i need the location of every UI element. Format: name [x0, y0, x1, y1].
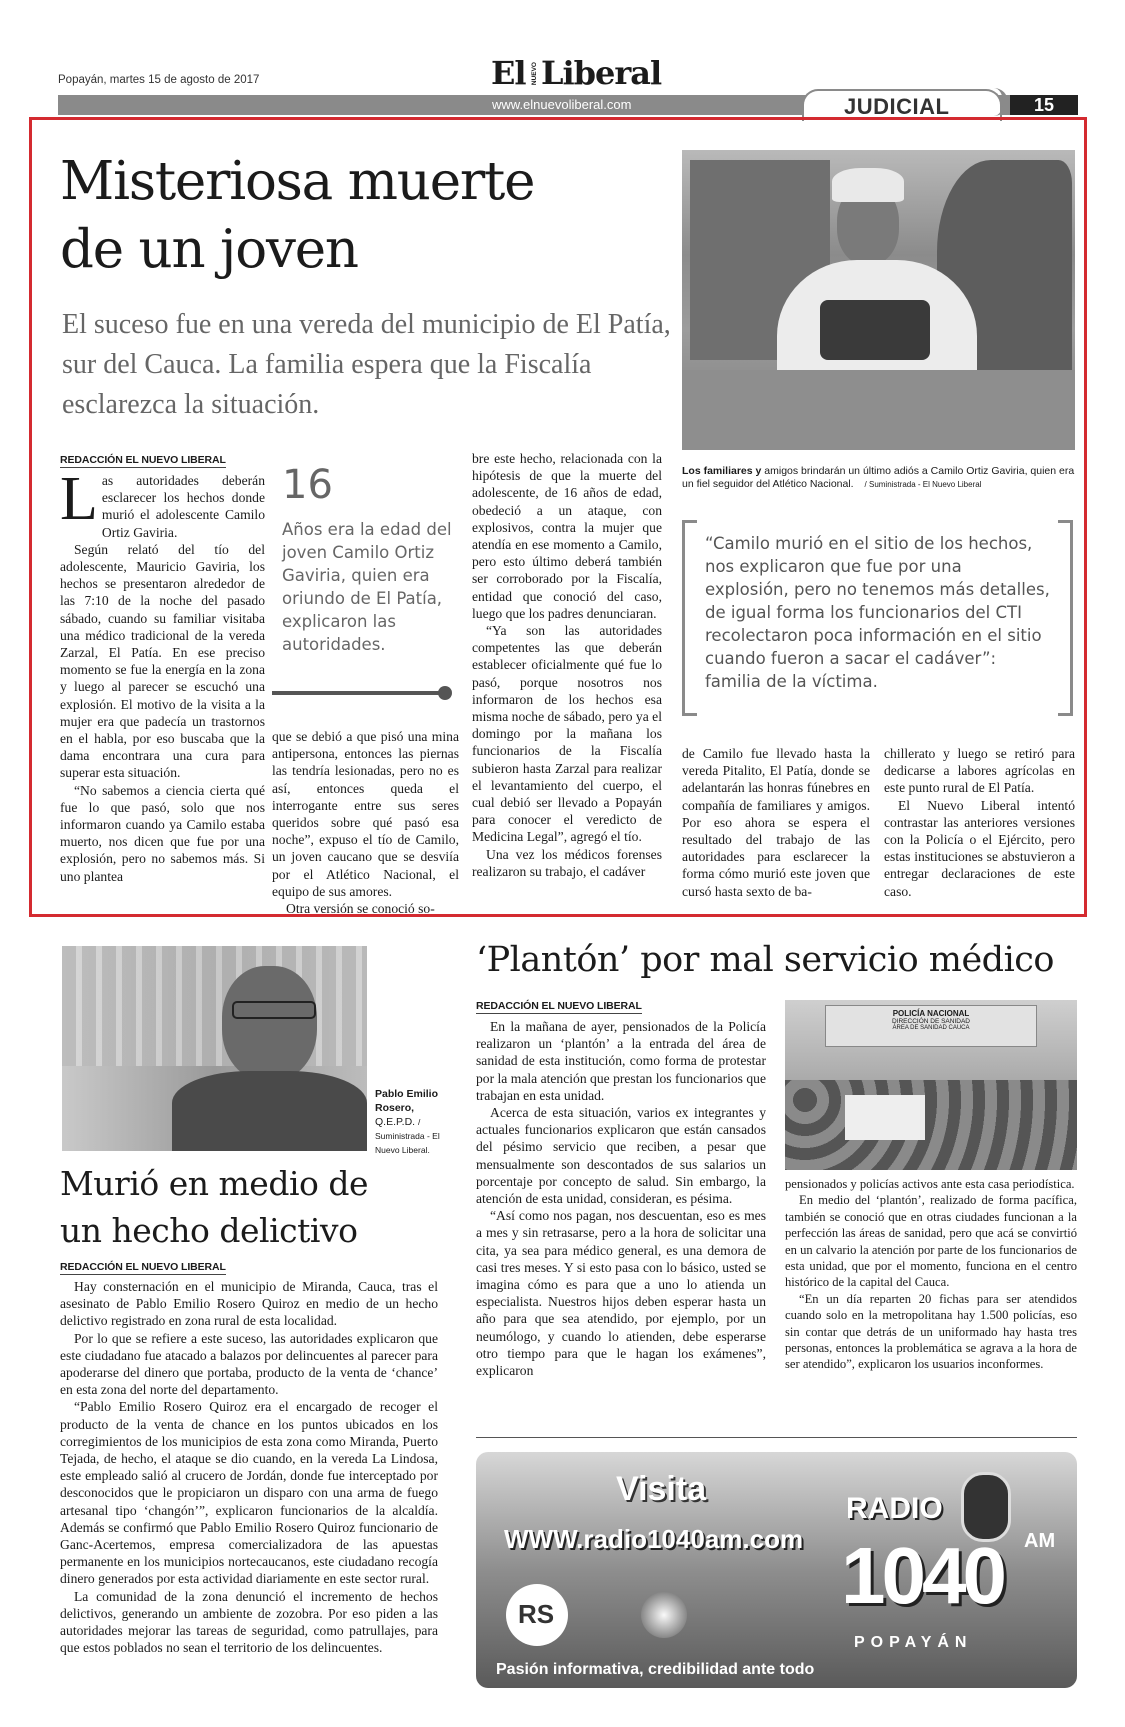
lead-col-5	[884, 745, 1075, 900]
story2-p3: “Pablo Emilio Rosero Quiroz era el encargado de recoger el producto de la venta de chance en los puntos ubicados en los corregimientos de los municipios de esta zona como Miranda, Puerto Tejada, de hecho, el ataque se dio cuando, en la vereda La Lindosa, este empleado salió al crucero de Jordán, donde fue interceptado por desconocidos que le propiciaron un disparo con una arma de fuego artesanal tipo ‘changón’”, explicaron funcionarios de la alcaldía. Además se confirmó que Pablo Emilio Rosero Quiroz funcionario de Ganc-Acertemos, empresa comercializadora de las apuestas permanente en los municipios nortecaucanos, este ciudadano recogía dinero generados por esta actividad diariamente en este sector rural.	[60, 1399, 438, 1587]
story2-byline: REDACCIÓN EL NUEVO LIBERAL	[60, 1261, 226, 1273]
story3-p1: En la mañana de ayer, pensionados de la Policía realizaron un ‘plantón’ a la entrada del área de sanidad de esta institución, como forma de protestar por la mala atención que prestan los funcionarios que trabajan en esta unidad.	[476, 1019, 766, 1103]
story2-caption	[375, 1087, 445, 1157]
lead-col3-p1: bre este hecho, relacionada con la hipótesis de que la muerte del adolescente, de 16 años de edad, obedeció a un ataque, con explosivos, contra la mujer que atendía en ese momento a Camilo, pero esto último deberá también ser corroborado por la Fiscalía, entidad que conoció del caso, luego que los padres denunciaran.	[472, 451, 662, 621]
story2-caption-qepd: Q.E.P.D.	[375, 1116, 416, 1128]
lead-photo-caption	[682, 465, 1077, 491]
dateline: Popayán, martes 15 de agosto de 2017	[58, 74, 260, 86]
story3-title: ‘Plantón’ por mal servicio médico	[476, 940, 1054, 980]
lead-col1-p2: Según relató del tío del adolescente, Mauricio Gaviria, los hechos se presentaron alrededor de las 7:10 de la noche del pasado sábado, cuando su familiar visitaba una médico tradicional de la vereda Zarzal, El Patía. En ese preciso momento se fue la energía en la zona y luego al parecer se escuchó una explosión. El motivo de la visita a la mujer era que padecía un trastornos en el habla, por eso buscaba que la dama encontrara una cura para superar esta situación.	[60, 541, 265, 781]
story3-photo	[785, 1000, 1077, 1170]
lead-col3-p2: “Ya son las autoridades competentes las que deberán establecer oficialmente qué fue lo pasó, porque nosotros nos informaron de los hechos esa misma noche de sábado, pero ya el domingo por la mañana los funcionarios de la Fiscalía subieron hasta Zarzal para realizar el levantamiento del cuerpo, el cual debió ser llevado a Popayán para conocer el veredicto de Medicina Legal”, agregó el tío.	[472, 623, 662, 845]
lead-title	[60, 148, 534, 284]
photo-sign	[825, 1005, 1037, 1047]
story3-p3: “Así como nos pagan, nos descuentan, eso es mes a mes y sin retrasarse, pero a la hora de solicitar una cita, ya sea para médico general, es una demora de casi tres meses. Y si esto pasa con lo básico, usted se imagina cómo es para que a uno lo atienda un especialista. Nuestros hijos deben esperar hasta un año para que sea atendido, por ejemplo, por un neumólogo, y cuando lo atienden, debe esperarse otro tiempo para que le hagan los exámenes”, explicaron	[476, 1208, 766, 1379]
logo-el: El	[491, 54, 526, 92]
quote-bracket-left	[682, 520, 697, 716]
story2-caption-name: Pablo Emilio Rosero,	[375, 1088, 439, 1114]
drop-cap: L	[60, 465, 98, 533]
story3-r-p3: “En un día reparten 20 fichas para ser atendidos cuando solo en la metropolitana hay 1.500 policías, eso sin contar que detrás de un uniformado hay hasta tres personas, entonces la problemática se agrava a la hora de ser atendido”, explicaron los usuarios inconformes.	[785, 1291, 1077, 1372]
lead-byline: REDACCIÓN EL NUEVO LIBERAL	[60, 454, 226, 466]
ad-url[interactable]: WWW.radio1040am.com	[504, 1524, 804, 1554]
ad-visita: Visita	[616, 1470, 707, 1508]
lead-subtitle: El suceso fue en una vereda del municipio de El Patía, sur del Cauca. La familia espera que la Fiscalía esclarezca la situación.	[62, 309, 671, 420]
story3-p2: Acerca de esta situación, varios ex integrantes y actuales funcionarios explicaron que están cansados del pésimo servicio que reciben, a pesar que mensualmente son descontados de sus salarios un porcentaje por concepto de salud. Sin embargo, la atención de esta unidad, consideran, es pésima.	[476, 1105, 766, 1207]
ad-city: POPAYÁN	[854, 1634, 973, 1651]
person-cap	[832, 168, 904, 202]
site-url[interactable]: www.elnuevoliberal.com	[492, 97, 632, 112]
story2-byline-wrap	[60, 1257, 226, 1275]
story2-title-line2: un hecho delictivo	[60, 1211, 358, 1250]
logo-liberal: Liberal	[541, 54, 662, 92]
story3-col-right	[785, 1176, 1077, 1373]
man-glasses	[232, 1001, 316, 1019]
story2-body	[60, 1278, 438, 1656]
lead-col5-p1: chillerato y luego se retiró para dedicarse a labores agrícolas en este punto rural de El Patía.	[884, 746, 1075, 796]
lead-caption-text: amigos brindarán un último adiós a Camilo Ortiz Gaviria, quien era un fiel seguidor del Atlético Nacional.	[682, 465, 1075, 490]
rs-logo: RS	[518, 1599, 555, 1629]
masthead-logo[interactable]	[491, 54, 661, 94]
crowd-shape	[785, 1080, 1077, 1170]
stadium-lines	[62, 946, 367, 1066]
lead-title-line1: Misteriosa muerte	[60, 151, 535, 212]
jacket-print	[820, 300, 930, 360]
story3-byline: REDACCIÓN EL NUEVO LIBERAL	[476, 1000, 642, 1012]
fact-text: Años era la edad del joven Camilo Ortiz Gaviria, quien era oriundo de El Patía, explicaron las autoridades.	[282, 520, 452, 654]
lead-col-1	[60, 465, 265, 885]
fact-rule	[272, 691, 444, 695]
lead-col3-p3: Una vez los médicos forenses realizaron su trabajo, el cadáver	[472, 846, 662, 879]
man-shirt	[172, 1071, 367, 1151]
fact-number: 16	[282, 462, 333, 508]
man-head	[222, 966, 317, 1081]
pull-quote: “Camilo murió en el sitio de los hechos, nos explicaron que fue por una explosión, pero no tenemos más detalles, de igual forma los funcionarios del CTI recolectaron poca información en el sitio cuando fueron a sacar el cadáver”: familia de la víctima.	[705, 534, 1050, 691]
story3-col-left	[476, 1018, 766, 1379]
quote-bracket-right	[1058, 520, 1073, 716]
radio-ad[interactable]	[476, 1452, 1077, 1688]
story3-r-p1: pensionados y policías activos ante esta casa periodística.	[785, 1177, 1075, 1191]
lead-col1-p1: as autoridades deberán esclarecer los hechos donde murió el adolescente Camilo Ortiz Gaviria.	[101, 473, 265, 540]
protest-banner	[845, 1095, 925, 1140]
story2-caption-credit: / Suministrada - El Nuevo Liberal.	[375, 1117, 440, 1155]
lead-col1-p3: “No sabemos a ciencia cierta qué fue lo que pasó, solo que nos informaron cuando ya Camilo estaba muerto, nos dicen que fue por una explosión, pero no sabemos más. Si uno plantea	[60, 782, 265, 884]
story2-p1: Hay consternación en el municipio de Miranda, Cauca, tras el asesinato de Pablo Emilio Rosero Quiroz en medio de un hecho delictivo registrado en zona rural de esta localidad.	[60, 1279, 438, 1329]
lead-photo	[682, 150, 1075, 450]
globe-icon	[641, 1592, 687, 1638]
story2-p4: La comunidad de la zona denunció el incremento de hechos delictivos, generando un ambiente de zozobra. Por eso piden a las autoridades mejorar las tareas de seguridad, como patrullajes, para que estos poblados no sean el territorio de los delincuentes.	[60, 1588, 438, 1656]
fact-rule-dot	[438, 686, 452, 700]
lead-col-4	[682, 745, 870, 900]
ad-freq: 1040	[841, 1531, 1003, 1620]
lead-col5-p2: El Nuevo Liberal intentó contrastar las anteriores versiones con la Policía o el Ejército, pero estas instituciones se abstuvieron a entregar declaraciones de este caso.	[884, 797, 1075, 899]
story3-r-p2: En medio del ‘plantón’, realizado de forma pacífica, también se conoció que en otras ciudades funcionan a la perfección las áreas de sanidad, pero que acá se convirtió en un calvario la atención por parte de los funcionarios de esta unidad, que por el momento, funciona en el centro histórico de la capital del Cauca.	[785, 1193, 1077, 1290]
page-number: 15	[1010, 95, 1078, 115]
ad-slogan: Pasión informativa, credibilidad ante todo	[496, 1661, 815, 1678]
fence-shape	[682, 370, 1075, 450]
lead-caption-credit: / Suministrada - El Nuevo Liberal	[864, 480, 982, 489]
story2-title-line1: Murió en medio de	[60, 1164, 369, 1203]
sign-line1: POLICÍA NACIONAL	[892, 1009, 970, 1018]
sign-line3: ÁREA DE SANIDAD CAUCA	[892, 1025, 970, 1031]
lead-col2-p1: que se debió a que pisó una mina antipersona, entonces las piernas las tendría lesionadas, pero no es así, entonces queda el interrogante entre sus seres queridos sobre qué pasó esa noche”, expuso el tío de Camilo, un joven caucano que se desviía por el Atlético Nacional, el equipo de sus amores.	[272, 729, 459, 899]
ad-radio: RADIO	[846, 1492, 943, 1525]
lead-caption-bold: Los familiares y	[682, 465, 762, 477]
lead-col2-p2: Otra versión se conoció so-	[286, 901, 435, 917]
lead-title-line2: de un joven	[60, 219, 358, 280]
section-label: JUDICIAL	[844, 94, 950, 119]
story3-byline-wrap	[476, 996, 642, 1014]
story2-photo	[62, 946, 367, 1151]
logo-nuevo: NUEVO	[531, 62, 538, 86]
lead-col4-p1: de Camilo fue llevado hasta la vereda Pitalito, El Patía, donde se adelantarán las honras fúnebres en compañía de familiares y amigos. Por eso ahora se espera el resultado del trabajo de las autoridades para esclarecer la forma cómo murió este joven que cursó hasta sexto de ba-	[682, 746, 870, 899]
lead-col-3	[472, 450, 662, 880]
ad-am: AM	[1024, 1530, 1056, 1552]
lead-col-2	[272, 728, 459, 917]
story2-p2: Por lo que se refiere a este suceso, las autoridades explicaron que este ciudadano fue atacado a balazos por delincuentes al parecer para apoderarse del dinero que portaba, producto de la venta de ‘chance’ en esta zona del norte del departamento.	[60, 1330, 438, 1398]
ad-rule	[476, 1437, 1077, 1438]
sign-line2: DIRECCIÓN DE SANIDAD	[891, 1018, 970, 1025]
story2-title	[60, 1160, 368, 1254]
